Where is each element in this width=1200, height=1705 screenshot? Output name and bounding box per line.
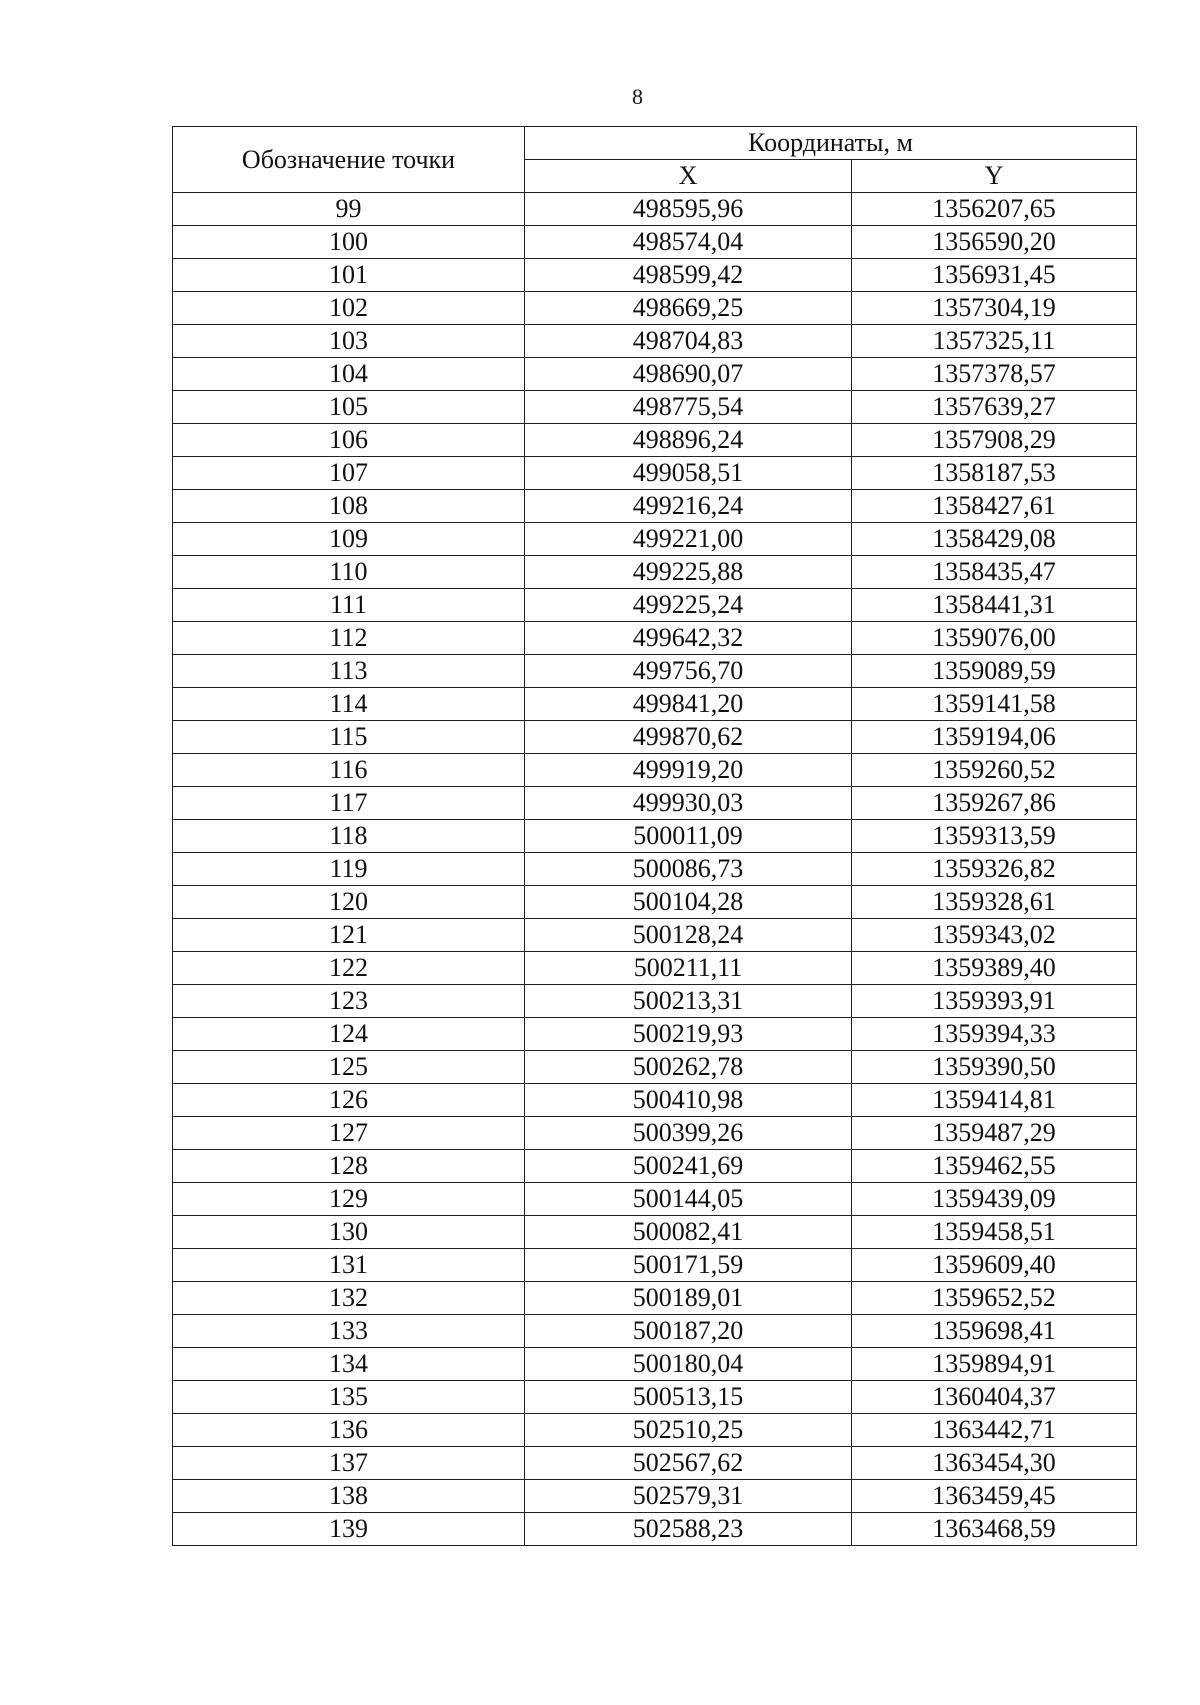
y-coordinate-cell: 1359487,29 — [852, 1117, 1137, 1150]
point-cell: 114 — [173, 688, 525, 721]
table-row — [173, 754, 1137, 787]
x-coordinate-cell: 499841,20 — [525, 688, 852, 721]
table-row — [173, 1315, 1137, 1348]
table-row — [173, 1381, 1137, 1414]
y-coordinate-cell: 1359439,09 — [852, 1183, 1137, 1216]
table-row — [173, 787, 1137, 820]
table-row — [173, 1348, 1137, 1381]
table-row — [173, 688, 1137, 721]
x-coordinate-cell: 498704,83 — [525, 325, 852, 358]
y-coordinate-cell: 1359141,58 — [852, 688, 1137, 721]
table-row — [173, 820, 1137, 853]
x-coordinate-cell: 498775,54 — [525, 391, 852, 424]
y-coordinate-cell: 1357304,19 — [852, 292, 1137, 325]
point-designation-header: Обозначение точки — [173, 127, 525, 193]
table-row — [173, 622, 1137, 655]
point-cell: 111 — [173, 589, 525, 622]
y-coordinate-cell: 1359652,52 — [852, 1282, 1137, 1315]
x-coordinate-cell: 502588,23 — [525, 1513, 852, 1546]
table-row — [173, 292, 1137, 325]
y-coordinate-cell: 1359194,06 — [852, 721, 1137, 754]
y-coordinate-cell: 1359326,82 — [852, 853, 1137, 886]
x-coordinate-cell: 498595,96 — [525, 193, 852, 226]
point-cell: 129 — [173, 1183, 525, 1216]
x-coordinate-cell: 500144,05 — [525, 1183, 852, 1216]
table-row — [173, 457, 1137, 490]
y-coordinate-cell: 1358441,31 — [852, 589, 1137, 622]
coordinates-header: Координаты, м — [525, 127, 1137, 160]
table-row — [173, 985, 1137, 1018]
table-row — [173, 1084, 1137, 1117]
table-row — [173, 853, 1137, 886]
point-cell: 126 — [173, 1084, 525, 1117]
x-coordinate-cell: 498574,04 — [525, 226, 852, 259]
point-cell: 130 — [173, 1216, 525, 1249]
point-cell: 119 — [173, 853, 525, 886]
table-row — [173, 1216, 1137, 1249]
y-coordinate-cell: 1363454,30 — [852, 1447, 1137, 1480]
x-coordinate-cell: 500213,31 — [525, 985, 852, 1018]
x-coordinate-cell: 502567,62 — [525, 1447, 852, 1480]
x-coordinate-cell: 500219,93 — [525, 1018, 852, 1051]
point-cell: 109 — [173, 523, 525, 556]
y-coordinate-cell: 1358427,61 — [852, 490, 1137, 523]
y-coordinate-cell: 1359414,81 — [852, 1084, 1137, 1117]
x-coordinate-cell: 500211,11 — [525, 952, 852, 985]
point-cell: 139 — [173, 1513, 525, 1546]
y-coordinate-cell: 1357378,57 — [852, 358, 1137, 391]
table-row — [173, 1282, 1137, 1315]
y-coordinate-cell: 1359458,51 — [852, 1216, 1137, 1249]
point-cell: 112 — [173, 622, 525, 655]
x-coordinate-cell: 500171,59 — [525, 1249, 852, 1282]
table-row — [173, 490, 1137, 523]
x-coordinate-cell: 499642,32 — [525, 622, 852, 655]
table-row — [173, 358, 1137, 391]
point-cell: 115 — [173, 721, 525, 754]
y-coordinate-cell: 1363459,45 — [852, 1480, 1137, 1513]
point-cell: 120 — [173, 886, 525, 919]
y-coordinate-cell: 1356931,45 — [852, 259, 1137, 292]
y-coordinate-cell: 1359390,50 — [852, 1051, 1137, 1084]
y-coordinate-cell: 1359462,55 — [852, 1150, 1137, 1183]
x-coordinate-cell: 502510,25 — [525, 1414, 852, 1447]
table-row — [173, 1249, 1137, 1282]
table-row — [173, 424, 1137, 457]
table-row — [173, 556, 1137, 589]
y-coordinate-cell: 1357639,27 — [852, 391, 1137, 424]
y-coordinate-cell: 1359089,59 — [852, 655, 1137, 688]
table-row — [173, 1117, 1137, 1150]
y-coordinate-cell: 1363442,71 — [852, 1414, 1137, 1447]
point-cell: 104 — [173, 358, 525, 391]
point-cell: 123 — [173, 985, 525, 1018]
table-body — [173, 193, 1137, 1546]
y-coordinate-cell: 1359609,40 — [852, 1249, 1137, 1282]
y-coordinate-cell: 1359894,91 — [852, 1348, 1137, 1381]
x-coordinate-cell: 500011,09 — [525, 820, 852, 853]
x-coordinate-cell: 499870,62 — [525, 721, 852, 754]
y-coordinate-cell: 1359328,61 — [852, 886, 1137, 919]
table-row — [173, 226, 1137, 259]
x-coordinate-cell: 499058,51 — [525, 457, 852, 490]
table-row — [173, 1051, 1137, 1084]
x-coordinate-cell: 499225,24 — [525, 589, 852, 622]
table-row — [173, 1480, 1137, 1513]
table-row — [173, 1447, 1137, 1480]
y-column-header: Y — [852, 160, 1137, 193]
point-cell: 101 — [173, 259, 525, 292]
y-coordinate-cell: 1356590,20 — [852, 226, 1137, 259]
table-row — [173, 886, 1137, 919]
x-coordinate-cell: 498690,07 — [525, 358, 852, 391]
y-coordinate-cell: 1357908,29 — [852, 424, 1137, 457]
table-row — [173, 523, 1137, 556]
x-coordinate-cell: 500187,20 — [525, 1315, 852, 1348]
x-coordinate-cell: 500128,24 — [525, 919, 852, 952]
table-row — [173, 919, 1137, 952]
y-coordinate-cell: 1359267,86 — [852, 787, 1137, 820]
y-coordinate-cell: 1358187,53 — [852, 457, 1137, 490]
table-row — [173, 193, 1137, 226]
point-cell: 100 — [173, 226, 525, 259]
page-number: 8 — [632, 84, 643, 109]
y-coordinate-cell: 1360404,37 — [852, 1381, 1137, 1414]
point-cell: 103 — [173, 325, 525, 358]
table-row — [173, 325, 1137, 358]
x-coordinate-cell: 499930,03 — [525, 787, 852, 820]
point-cell: 113 — [173, 655, 525, 688]
table-row — [173, 1513, 1137, 1546]
table-row — [173, 391, 1137, 424]
point-cell: 108 — [173, 490, 525, 523]
x-coordinate-cell: 500513,15 — [525, 1381, 852, 1414]
x-coordinate-cell: 500189,01 — [525, 1282, 852, 1315]
point-cell: 135 — [173, 1381, 525, 1414]
table-row — [173, 952, 1137, 985]
x-column-header: X — [525, 160, 852, 193]
table-row — [173, 1150, 1137, 1183]
x-coordinate-cell: 499216,24 — [525, 490, 852, 523]
y-coordinate-cell: 1357325,11 — [852, 325, 1137, 358]
x-coordinate-cell: 500399,26 — [525, 1117, 852, 1150]
point-cell: 134 — [173, 1348, 525, 1381]
x-coordinate-cell: 499756,70 — [525, 655, 852, 688]
x-coordinate-cell: 500180,04 — [525, 1348, 852, 1381]
point-cell: 110 — [173, 556, 525, 589]
y-coordinate-cell: 1359313,59 — [852, 820, 1137, 853]
point-cell: 127 — [173, 1117, 525, 1150]
x-coordinate-cell: 500262,78 — [525, 1051, 852, 1084]
x-coordinate-cell: 498896,24 — [525, 424, 852, 457]
x-coordinate-cell: 500082,41 — [525, 1216, 852, 1249]
y-coordinate-cell: 1358429,08 — [852, 523, 1137, 556]
point-cell: 128 — [173, 1150, 525, 1183]
point-cell: 122 — [173, 952, 525, 985]
table-header — [173, 127, 1137, 193]
point-cell: 133 — [173, 1315, 525, 1348]
point-cell: 132 — [173, 1282, 525, 1315]
y-coordinate-cell: 1363468,59 — [852, 1513, 1137, 1546]
table-row — [173, 1018, 1137, 1051]
x-coordinate-cell: 498669,25 — [525, 292, 852, 325]
x-coordinate-cell: 500086,73 — [525, 853, 852, 886]
table-row — [173, 589, 1137, 622]
x-coordinate-cell: 498599,42 — [525, 259, 852, 292]
point-cell: 107 — [173, 457, 525, 490]
point-cell: 105 — [173, 391, 525, 424]
y-coordinate-cell: 1358435,47 — [852, 556, 1137, 589]
point-cell: 125 — [173, 1051, 525, 1084]
y-coordinate-cell: 1359389,40 — [852, 952, 1137, 985]
coordinates-table — [172, 126, 1137, 1546]
point-cell: 131 — [173, 1249, 525, 1282]
table-row — [173, 655, 1137, 688]
x-coordinate-cell: 500241,69 — [525, 1150, 852, 1183]
table-row — [173, 721, 1137, 754]
table-row — [173, 259, 1137, 292]
y-coordinate-cell: 1359698,41 — [852, 1315, 1137, 1348]
x-coordinate-cell: 500104,28 — [525, 886, 852, 919]
y-coordinate-cell: 1359076,00 — [852, 622, 1137, 655]
point-cell: 138 — [173, 1480, 525, 1513]
x-coordinate-cell: 499221,00 — [525, 523, 852, 556]
x-coordinate-cell: 500410,98 — [525, 1084, 852, 1117]
y-coordinate-cell: 1359393,91 — [852, 985, 1137, 1018]
point-cell: 136 — [173, 1414, 525, 1447]
y-coordinate-cell: 1356207,65 — [852, 193, 1137, 226]
point-cell: 117 — [173, 787, 525, 820]
x-coordinate-cell: 502579,31 — [525, 1480, 852, 1513]
y-coordinate-cell: 1359260,52 — [852, 754, 1137, 787]
x-coordinate-cell: 499225,88 — [525, 556, 852, 589]
point-cell: 99 — [173, 193, 525, 226]
table-row — [173, 1183, 1137, 1216]
point-cell: 102 — [173, 292, 525, 325]
point-cell: 118 — [173, 820, 525, 853]
table-row — [173, 1414, 1137, 1447]
point-cell: 124 — [173, 1018, 525, 1051]
point-cell: 106 — [173, 424, 525, 457]
point-cell: 116 — [173, 754, 525, 787]
y-coordinate-cell: 1359343,02 — [852, 919, 1137, 952]
y-coordinate-cell: 1359394,33 — [852, 1018, 1137, 1051]
x-coordinate-cell: 499919,20 — [525, 754, 852, 787]
point-cell: 137 — [173, 1447, 525, 1480]
point-cell: 121 — [173, 919, 525, 952]
